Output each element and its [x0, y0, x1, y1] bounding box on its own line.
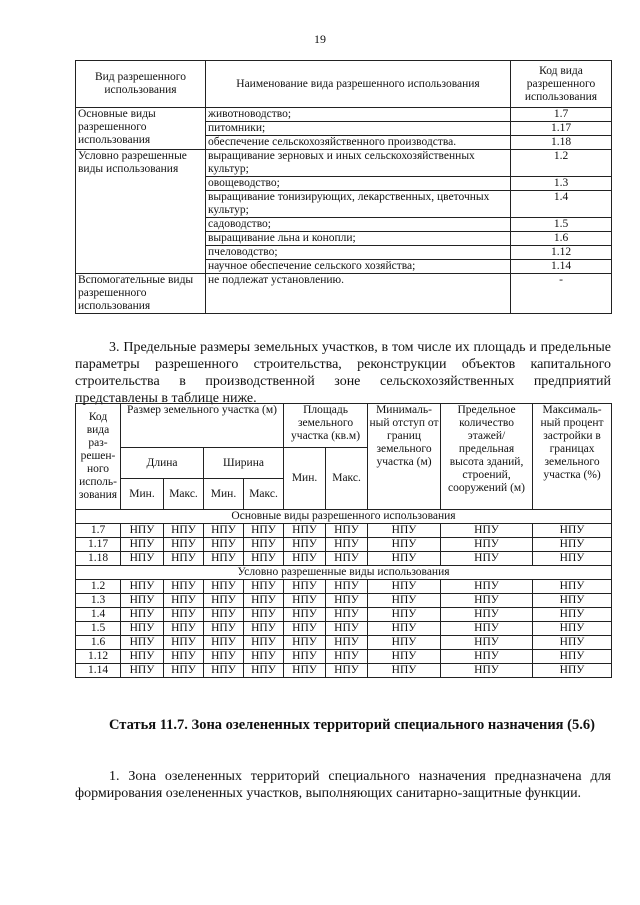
value-cell: НПУ	[204, 608, 244, 622]
table-row	[76, 538, 612, 552]
value-cell: НПУ	[244, 538, 284, 552]
value-cell: НПУ	[164, 636, 204, 650]
page-number: 19	[314, 32, 326, 46]
value-cell: НПУ	[244, 552, 284, 566]
value-cell: НПУ	[284, 594, 326, 608]
header-area-min: Мин.	[284, 448, 326, 510]
table-row	[76, 274, 612, 314]
value-cell: НПУ	[368, 580, 441, 594]
value-cell: НПУ	[284, 552, 326, 566]
use-code: 1.14	[511, 260, 612, 274]
table-row	[76, 608, 612, 622]
value-cell: НПУ	[441, 608, 533, 622]
use-code: 1.17	[76, 538, 121, 552]
header-size: Размер земельного участка (м)	[121, 404, 284, 448]
value-cell: НПУ	[326, 622, 368, 636]
value-cell: НПУ	[284, 524, 326, 538]
table-row	[76, 524, 612, 538]
value-cell: НПУ	[533, 636, 612, 650]
table-header-row	[76, 404, 612, 448]
value-cell: НПУ	[441, 622, 533, 636]
value-cell: НПУ	[164, 580, 204, 594]
value-cell: НПУ	[204, 552, 244, 566]
use-name: не подлежат установлению.	[206, 274, 511, 314]
value-cell: НПУ	[533, 552, 612, 566]
table-row	[76, 636, 612, 650]
table-row	[76, 594, 612, 608]
value-cell: НПУ	[284, 538, 326, 552]
use-code: 1.12	[511, 246, 612, 260]
value-cell: НПУ	[244, 608, 284, 622]
use-name: животноводство;	[206, 108, 511, 122]
header-width-min: Мин.	[204, 479, 244, 510]
header-length-min: Мин.	[121, 479, 164, 510]
value-cell: НПУ	[204, 636, 244, 650]
parameters-table	[75, 403, 612, 678]
use-code: 1.7	[511, 108, 612, 122]
article-heading: Статья 11.7. Зона озелененных территорий специального назначения (5.6)	[109, 717, 595, 733]
value-cell: НПУ	[121, 552, 164, 566]
group-label: Вспомогательные виды разрешенного использования	[76, 274, 206, 314]
header-cell: Код вида разрешенного использования	[511, 61, 612, 108]
use-name: пчеловодство;	[206, 246, 511, 260]
value-cell: НПУ	[121, 650, 164, 664]
header-cell: Наименование вида разрешенного использования	[206, 61, 511, 108]
value-cell: НПУ	[204, 594, 244, 608]
value-cell: НПУ	[121, 580, 164, 594]
table-row	[76, 622, 612, 636]
value-cell: НПУ	[533, 538, 612, 552]
value-cell: НПУ	[244, 594, 284, 608]
use-name: садоводство;	[206, 218, 511, 232]
value-cell: НПУ	[244, 580, 284, 594]
use-code: 1.14	[76, 664, 121, 678]
header-floors: Предельное количество этажей/ предельная высота зданий, строений, сооружений (м)	[441, 404, 533, 510]
value-cell: НПУ	[441, 524, 533, 538]
value-cell: НПУ	[204, 538, 244, 552]
value-cell: НПУ	[284, 608, 326, 622]
value-cell: НПУ	[326, 664, 368, 678]
use-name: питомники;	[206, 122, 511, 136]
value-cell: НПУ	[326, 594, 368, 608]
value-cell: НПУ	[533, 608, 612, 622]
use-code: 1.6	[511, 232, 612, 246]
value-cell: НПУ	[533, 524, 612, 538]
value-cell: НПУ	[441, 538, 533, 552]
use-code: 1.5	[76, 622, 121, 636]
use-code: -	[511, 274, 612, 314]
use-code: 1.5	[511, 218, 612, 232]
use-code: 1.18	[511, 136, 612, 150]
value-cell: НПУ	[441, 580, 533, 594]
value-cell: НПУ	[284, 622, 326, 636]
use-name: выращивание льна и конопли;	[206, 232, 511, 246]
use-code: 1.18	[76, 552, 121, 566]
header-width: Ширина	[204, 448, 284, 479]
use-name: выращивание зерновых и иных сельскохозяйственных культур;	[206, 150, 511, 177]
value-cell: НПУ	[244, 622, 284, 636]
value-cell: НПУ	[284, 580, 326, 594]
use-code: 1.3	[511, 177, 612, 191]
value-cell: НПУ	[244, 636, 284, 650]
value-cell: НПУ	[164, 664, 204, 678]
value-cell: НПУ	[368, 594, 441, 608]
use-code: 1.17	[511, 122, 612, 136]
use-name: выращивание тонизирующих, лекарственных, цветочных культур;	[206, 191, 511, 218]
table-row	[76, 552, 612, 566]
value-cell: НПУ	[368, 538, 441, 552]
value-cell: НПУ	[368, 664, 441, 678]
table-row	[76, 650, 612, 664]
value-cell: НПУ	[244, 524, 284, 538]
value-cell: НПУ	[533, 650, 612, 664]
header-setback: Минималь-ный отступ от границ земельного участка (м)	[368, 404, 441, 510]
use-code: 1.4	[76, 608, 121, 622]
value-cell: НПУ	[204, 622, 244, 636]
use-code: 1.3	[76, 594, 121, 608]
value-cell: НПУ	[368, 608, 441, 622]
value-cell: НПУ	[204, 524, 244, 538]
use-code: 1.2	[511, 150, 612, 177]
use-code: 1.6	[76, 636, 121, 650]
group-label: Условно разрешенные виды использования	[76, 150, 206, 274]
value-cell: НПУ	[121, 524, 164, 538]
table-row	[76, 580, 612, 594]
value-cell: НПУ	[441, 664, 533, 678]
table-row	[76, 150, 612, 177]
value-cell: НПУ	[326, 580, 368, 594]
value-cell: НПУ	[368, 524, 441, 538]
value-cell: НПУ	[326, 538, 368, 552]
header-area-max: Макс.	[326, 448, 368, 510]
value-cell: НПУ	[164, 622, 204, 636]
value-cell: НПУ	[121, 608, 164, 622]
value-cell: НПУ	[326, 636, 368, 650]
group-label: Основные виды разрешенного использования	[76, 108, 206, 150]
table-row	[76, 108, 612, 122]
header-width-max: Макс.	[244, 479, 284, 510]
value-cell: НПУ	[441, 650, 533, 664]
value-cell: НПУ	[164, 524, 204, 538]
header-percent: Максималь-ный процент застройки в границах земельного участка (%)	[533, 404, 612, 510]
value-cell: НПУ	[121, 664, 164, 678]
value-cell: НПУ	[326, 524, 368, 538]
value-cell: НПУ	[441, 594, 533, 608]
value-cell: НПУ	[244, 664, 284, 678]
section-row	[76, 566, 612, 580]
header-length: Длина	[121, 448, 204, 479]
value-cell: НПУ	[441, 636, 533, 650]
value-cell: НПУ	[368, 650, 441, 664]
value-cell: НПУ	[368, 552, 441, 566]
value-cell: НПУ	[244, 650, 284, 664]
value-cell: НПУ	[533, 580, 612, 594]
value-cell: НПУ	[164, 538, 204, 552]
use-name: обеспечение сельскохозяйственного производства.	[206, 136, 511, 150]
value-cell: НПУ	[326, 608, 368, 622]
use-code: 1.12	[76, 650, 121, 664]
permitted-use-table	[75, 60, 612, 314]
use-code: 1.2	[76, 580, 121, 594]
use-name: научное обеспечение сельского хозяйства;	[206, 260, 511, 274]
value-cell: НПУ	[121, 636, 164, 650]
value-cell: НПУ	[164, 608, 204, 622]
value-cell: НПУ	[164, 650, 204, 664]
value-cell: НПУ	[204, 664, 244, 678]
value-cell: НПУ	[368, 622, 441, 636]
value-cell: НПУ	[533, 664, 612, 678]
table-header-row	[76, 61, 612, 108]
value-cell: НПУ	[284, 664, 326, 678]
value-cell: НПУ	[441, 552, 533, 566]
paragraph-3: 3. Предельные размеры земельных участков, в том числе их площадь и предельные параметры разрешенного строительства, реконструкции объектов капитального строительства в производственной зоне сельскохозяйственных предприятий представлены в таблице ниже.	[75, 340, 611, 406]
use-code: 1.4	[511, 191, 612, 218]
header-cell: Вид разрешенного использования	[76, 61, 206, 108]
value-cell: НПУ	[284, 650, 326, 664]
use-name: овощеводство;	[206, 177, 511, 191]
header-area: Площадь земельного участка (кв.м)	[284, 404, 368, 448]
section-title: Основные виды разрешенного использования	[76, 510, 612, 524]
value-cell: НПУ	[164, 594, 204, 608]
value-cell: НПУ	[204, 650, 244, 664]
value-cell: НПУ	[204, 580, 244, 594]
value-cell: НПУ	[326, 650, 368, 664]
value-cell: НПУ	[121, 538, 164, 552]
use-code: 1.7	[76, 524, 121, 538]
value-cell: НПУ	[284, 636, 326, 650]
value-cell: НПУ	[164, 552, 204, 566]
section-title: Условно разрешенные виды использования	[76, 566, 612, 580]
value-cell: НПУ	[533, 594, 612, 608]
paragraph-1: 1. Зона озелененных территорий специального назначения предназначена для формирования озелененных участков, выполняющих санитарно-защитные функции.	[75, 769, 611, 801]
value-cell: НПУ	[121, 594, 164, 608]
section-row	[76, 510, 612, 524]
header-code: Код вида раз-решен-ного исполь-зования	[76, 404, 121, 510]
value-cell: НПУ	[368, 636, 441, 650]
value-cell: НПУ	[533, 622, 612, 636]
value-cell: НПУ	[121, 622, 164, 636]
value-cell: НПУ	[326, 552, 368, 566]
header-length-max: Макс.	[164, 479, 204, 510]
table-row	[76, 664, 612, 678]
